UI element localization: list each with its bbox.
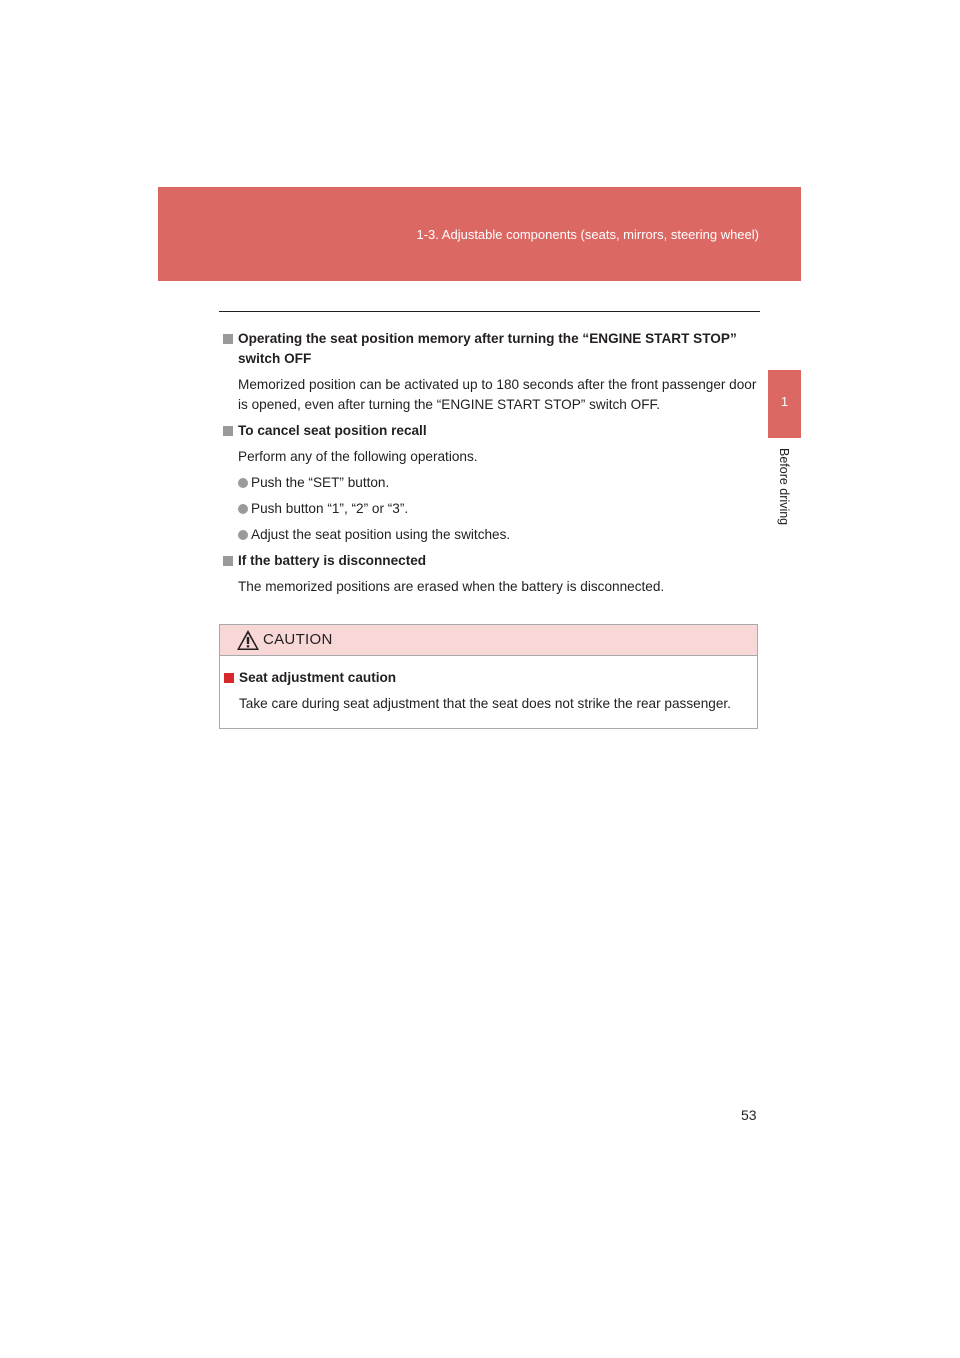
caution-heading-text: Seat adjustment caution xyxy=(239,670,397,685)
circle-bullet-icon xyxy=(238,478,248,488)
list-item xyxy=(223,525,763,545)
chapter-label: Before driving xyxy=(777,448,791,526)
list-item-text: Adjust the seat position using the switches. xyxy=(251,527,511,542)
caution-header xyxy=(220,625,757,656)
list-item-text: Push button “1”, “2” or “3”. xyxy=(251,501,409,516)
chapter-tab xyxy=(768,370,801,438)
top-divider xyxy=(219,311,760,312)
chapter-label-container xyxy=(774,448,794,548)
section-heading-battery xyxy=(223,551,763,571)
section-body-engine-off: Memorized position can be activated up to 180 seconds after the front passenger door is opened, even after turning the “ENGINE START STOP” switch OFF. xyxy=(238,377,757,412)
section-title: 1-3. Adjustable components (seats, mirrors, steering wheel) xyxy=(416,227,759,242)
square-bullet-icon xyxy=(223,334,233,344)
main-content xyxy=(223,329,763,603)
chapter-header-band xyxy=(158,187,801,281)
caution-content xyxy=(224,668,744,720)
circle-bullet-icon xyxy=(238,530,248,540)
caution-body-text: Take care during seat adjustment that the seat does not strike the rear passenger. xyxy=(239,696,731,711)
caution-heading xyxy=(224,668,744,688)
section-heading-text: If the battery is disconnected xyxy=(238,553,427,568)
circle-bullet-icon xyxy=(238,504,248,514)
list-item xyxy=(223,473,763,493)
section-heading-cancel-recall xyxy=(223,421,763,441)
section-heading-engine-off xyxy=(223,329,763,369)
caution-box xyxy=(219,624,758,729)
square-bullet-icon xyxy=(223,426,233,436)
list-item xyxy=(223,499,763,519)
section-heading-text: To cancel seat position recall xyxy=(238,423,427,438)
warning-triangle-icon xyxy=(236,629,260,651)
page-number: 53 xyxy=(741,1107,757,1123)
list-item-text: Push the “SET” button. xyxy=(251,475,390,490)
section-body-cancel-recall: Perform any of the following operations. xyxy=(238,449,478,464)
square-bullet-icon xyxy=(224,673,234,683)
section-body-battery: The memorized positions are erased when the battery is disconnected. xyxy=(238,579,665,594)
section-heading-text: Operating the seat position memory after turning the “ENGINE START STOP” switch OFF xyxy=(238,331,737,366)
caution-title: CAUTION xyxy=(263,631,333,648)
chapter-number: 1 xyxy=(780,394,789,409)
square-bullet-icon xyxy=(223,556,233,566)
